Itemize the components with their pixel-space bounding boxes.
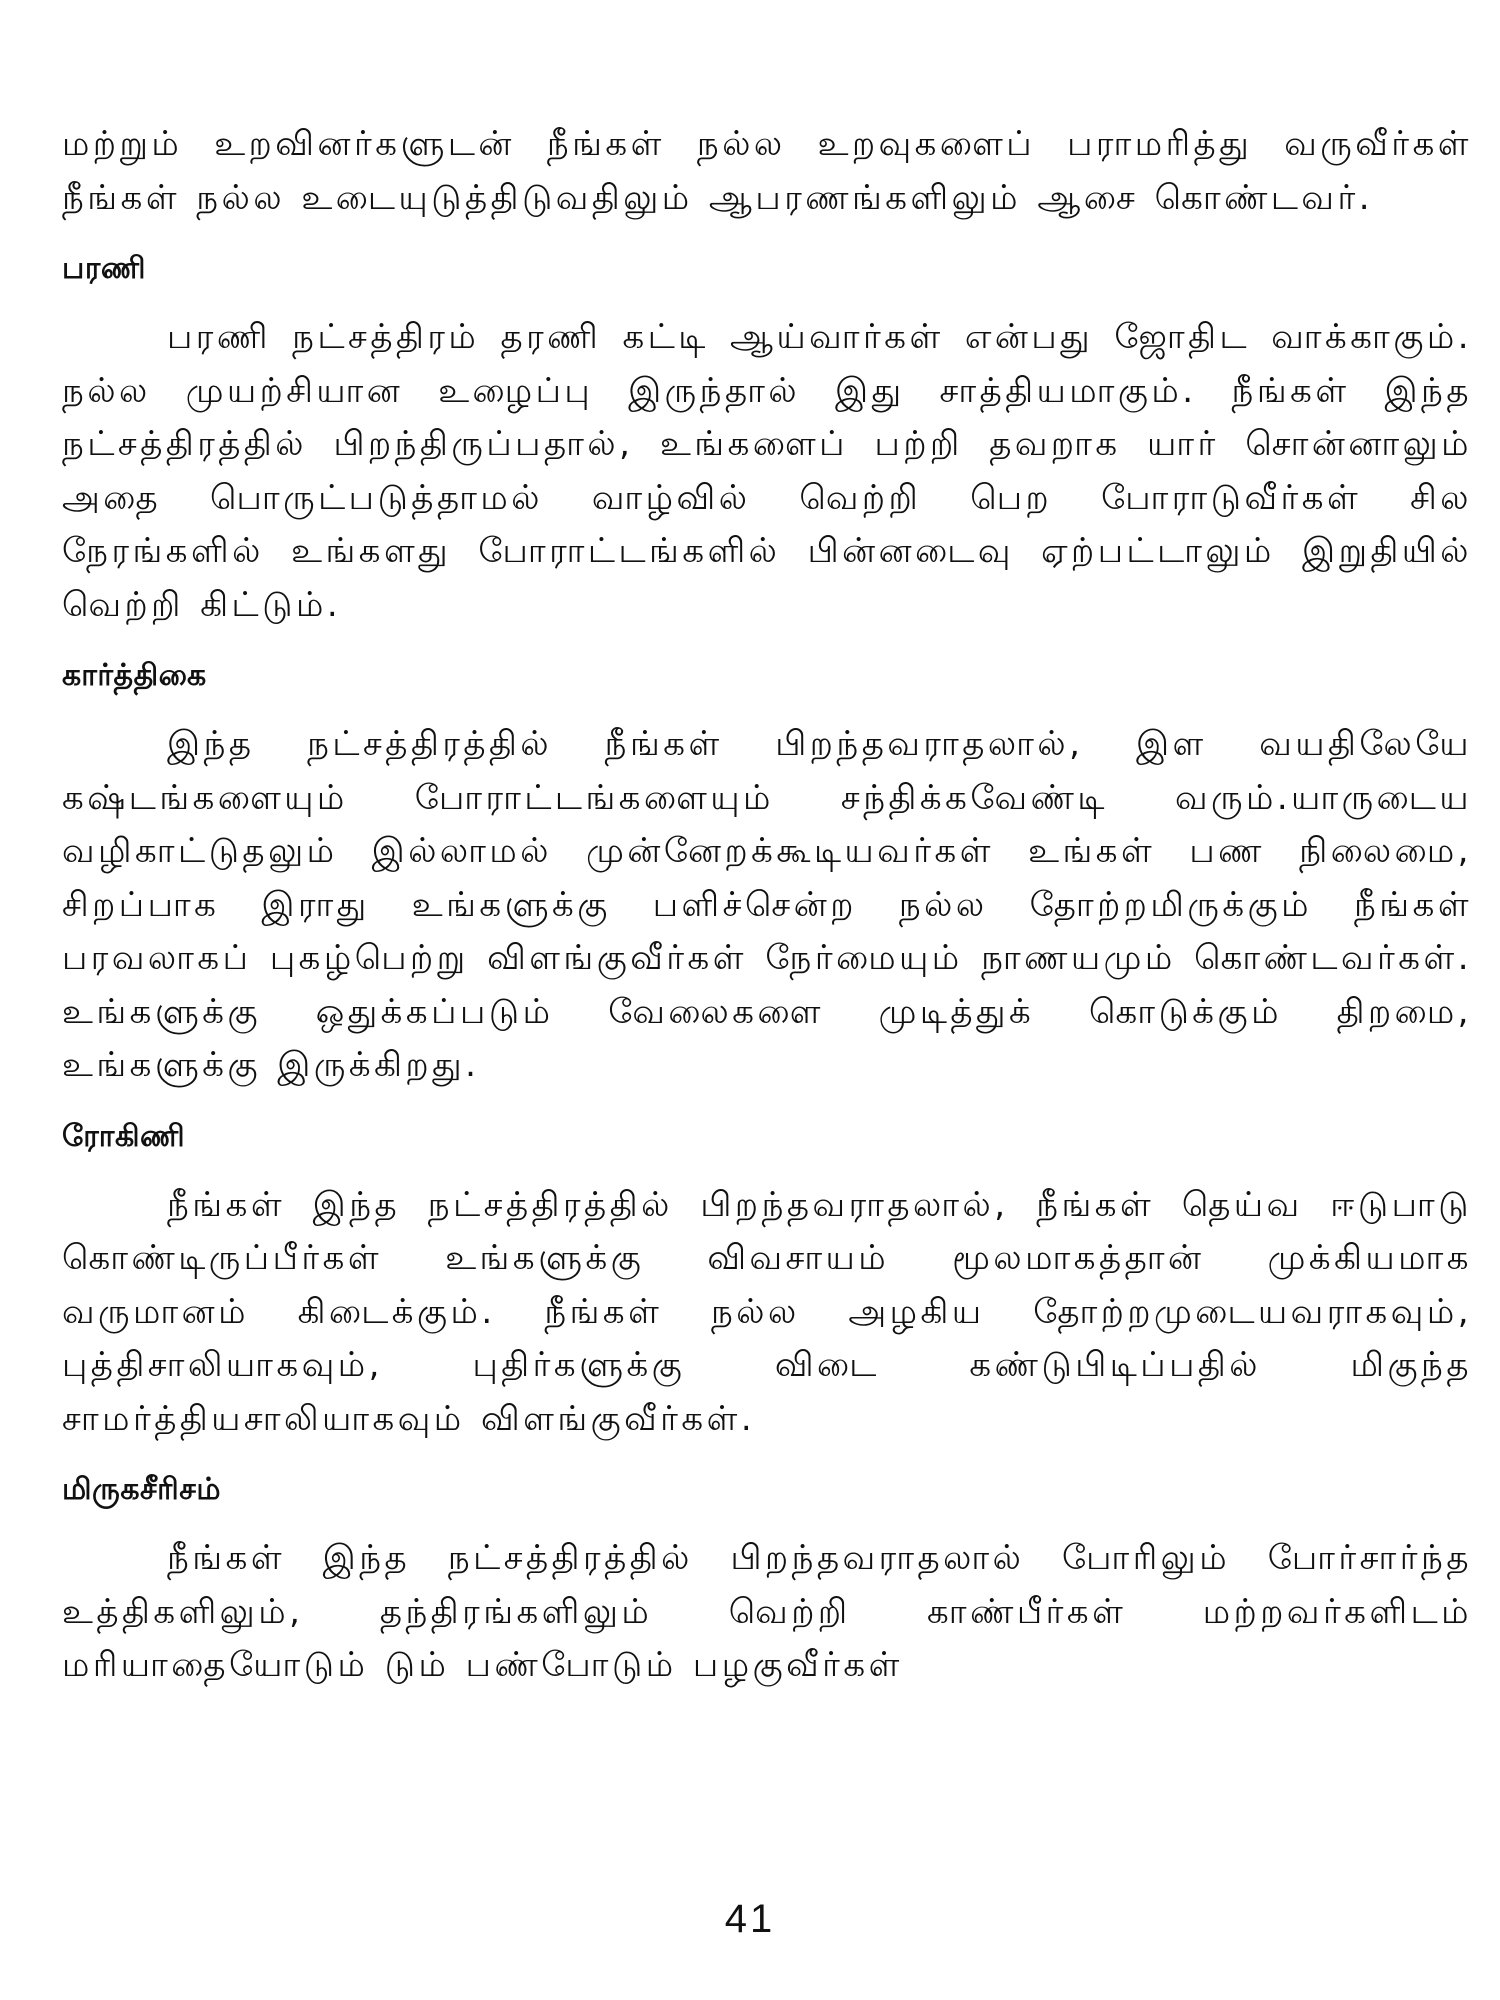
section-heading: கார்த்திகை [62,658,207,693]
section-mirugasirisham [62,1470,1472,1693]
section-rohini [62,1117,1472,1447]
section-heading: ரோகிணி [62,1118,186,1154]
section-paragraph: நீங்கள் இந்த நட்சத்திரத்தில் பிறந்தவராதலால் போரிலும் போர்சார்ந்த உத்திகளிலும், தந்திரங்களிலும் வெற்றி காண்பீர்கள் மற்றவர்களிடம் மரியாதையோடும் டும் பண்போடும் பழகுவீர்கள் [62,1538,1472,1685]
document-page [62,118,1472,1898]
page-number: 41 [724,1897,776,1941]
section-bharani [62,249,1472,632]
section-karthigai [62,656,1472,1093]
section-paragraph: பரணி நட்சத்திரம் தரணி கட்டி ஆய்வார்கள் என்பது ஜோதிட வாக்காகும். நல்ல முயற்சியான உழைப்பு இருந்தால் இது சாத்தியமாகும். நீங்கள் இந்த நட்சத்திரத்தில் பிறந்திருப்பதால், உங்களைப் பற்றி தவறாக யார் சொன்னாலும் அதை பொருட்படுத்தாமல் வாழ்வில் வெற்றி பெற போராடுவீர்கள் சில நேரங்களில் உங்களது போராட்டங்களில் பின்னடைவு ஏற்பட்டாலும் இறுதியில் வெற்றி கிட்டும். [62,317,1472,625]
section-paragraph: நீங்கள் இந்த நட்சத்திரத்தில் பிறந்தவராதலால், நீங்கள் தெய்வ ஈடுபாடு கொண்டிருப்பீர்கள் உங்களுக்கு விவசாயம் மூலமாகத்தான் முக்கியமாக வருமானம் கிடைக்கும். நீங்கள் நல்ல அழகிய தோற்றமுடையவராகவும், புத்திசாலியாகவும், புதிர்களுக்கு விடை கண்டுபிடிப்பதில் மிகுந்த சாமர்த்தியசாலியாகவும் விளங்குவீர்கள். [62,1184,1472,1439]
section-paragraph: இந்த நட்சத்திரத்தில் நீங்கள் பிறந்தவராதலால், இள வயதிலேயே கஷ்டங்களையும் போராட்டங்களையும் சந்திக்கவேண்டி வரும்.யாருடைய வழிகாட்டுதலும் இல்லாமல் முன்னேறக்கூடியவர்கள் உங்கள் பண நிலைமை, சிறப்பாக இராது உங்களுக்கு பளிச்சென்ற நல்ல தோற்றமிருக்கும் நீங்கள் பரவலாகப் புகழ்பெற்று விளங்குவீர்கள் நேர்மையும் நாணயமும் கொண்டவர்கள். உங்களுக்கு ஒதுக்கப்படும் வேலைகளை முடித்துக் கொடுக்கும் திறமை, உங்களுக்கு இருக்கிறது. [62,724,1472,1085]
section-heading: பரணி [62,251,146,286]
section-heading: மிருகசீரிசம் [62,1472,221,1507]
opening-paragraph: மற்றும் உறவினர்களுடன் நீங்கள் நல்ல உறவுகளைப் பராமரித்து வருவீர்கள் நீங்கள் நல்ல உடையுடுத்திடுவதிலும் ஆபரணங்களிலும் ஆசை கொண்டவர். [62,124,1472,218]
